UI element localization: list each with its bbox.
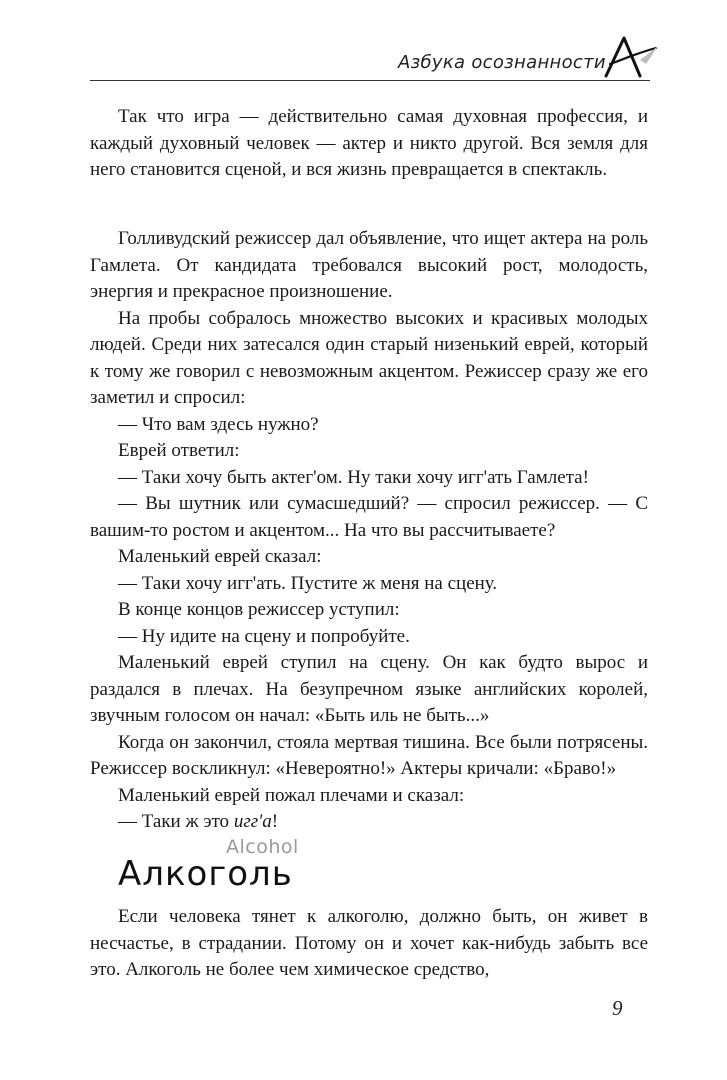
paragraph: В конце концов режиссер уступил: — [118, 599, 400, 620]
paragraph: Голливудский режиссер дал объявление, что ищет актера на роль Гамлета. От кандидата требовался высокий рост, молодость, энергия и прекрасное произношение. — [90, 228, 648, 302]
text-block-3 — [90, 904, 648, 984]
paragraph: Маленький еврей сказал: — [118, 546, 322, 567]
final-line-emphasis: игг'а — [233, 811, 272, 832]
dialog-line-final — [90, 809, 648, 836]
paragraph: Если человека тянет к алкоголю, должно быть, он живет в несчастье, в страдании. Потому он и хочет как-нибудь забыть все это. Алкоголь не более чем химическое средство, — [90, 906, 648, 980]
text-block-1 — [90, 104, 648, 184]
dialog-line: — Что вам здесь нужно? — [118, 413, 319, 435]
dialog-line: — Таки хочу игг'ать. Пустите ж меня на сцену. — [118, 572, 498, 594]
paragraph: Еврей ответил: — [118, 440, 240, 461]
chapter-heading — [118, 836, 378, 896]
chapter-letter-logo-icon — [600, 34, 660, 80]
final-line-prefix: — Таки ж это — [118, 811, 234, 832]
paragraph: Маленький еврей ступил на сцену. Он как будто вырос и раздался в плечах. На безупречном языке английских королей, звучным голосом он начал: «Быть иль не быть...» — [90, 652, 648, 726]
running-header-title: Азбука осознанности — [398, 52, 606, 73]
paragraph: Так что игра — действительно самая духовная профессия, и каждый духовный человек — актер и никто другой. Вся земля для него становится сценой, и вся жизнь превращается в спектакль. — [90, 106, 648, 180]
chapter-title: Алкоголь — [118, 854, 293, 894]
paragraph: Когда он закончил, стояла мертвая тишина. Все были потрясены. Режиссер воскликнул: «Невероятно!» Актеры кричали: «Браво!» — [90, 731, 648, 779]
page-number: 9 — [612, 996, 623, 1020]
paragraph: На пробы собралось множество высоких и красивых молодых людей. Среди них затесался один старый низенький еврей, который к тому же говорил с невозможным акцентом. Режиссер сразу же его заметил и спросил: — [90, 307, 648, 408]
text-block-2 — [90, 226, 648, 836]
dialog-line: — Таки хочу быть актег'ом. Ну таки хочу игг'ать Гамлета! — [118, 466, 589, 488]
dialog-line: — Вы шутник или сумасшедший? — спросил режиссер. — С вашим-то ростом и акцентом... На что вы рассчитываете? — [90, 493, 648, 541]
chapter-subtitle: Alcohol — [226, 836, 299, 858]
paragraph: Маленький еврей пожал плечами и сказал: — [118, 784, 465, 806]
dialog-line: — Ну идите на сцену и попробуйте. — [118, 625, 410, 647]
header-divider — [90, 80, 650, 81]
final-line-suffix: ! — [271, 811, 279, 832]
